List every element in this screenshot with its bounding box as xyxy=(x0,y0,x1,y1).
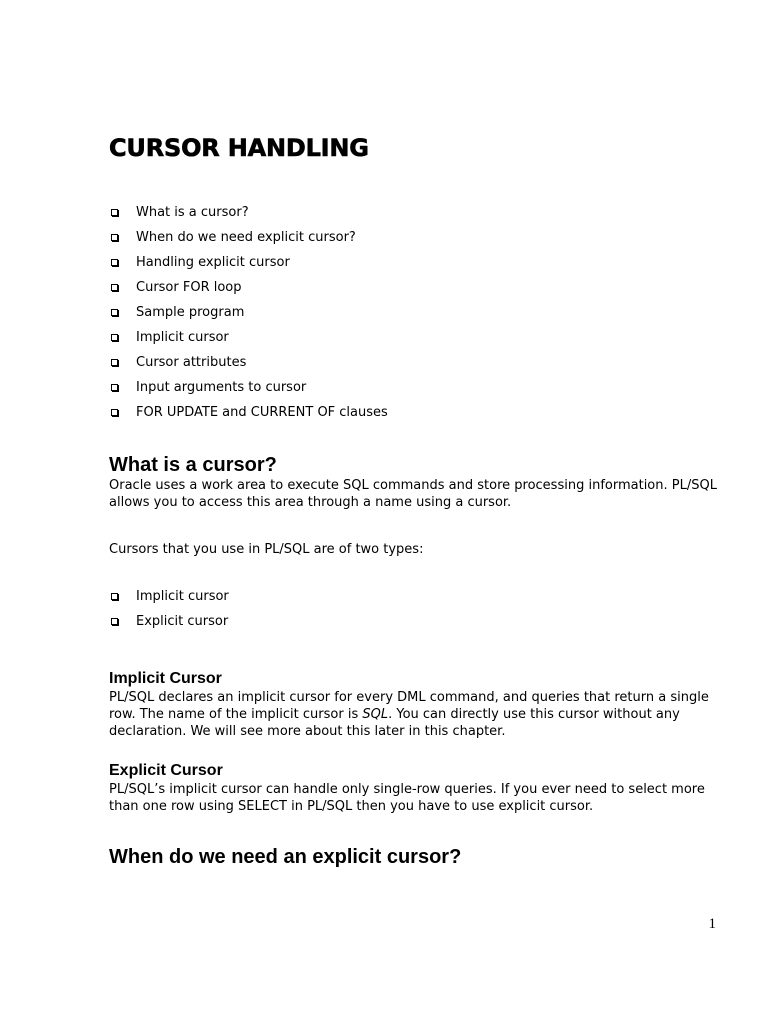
list-item xyxy=(109,375,388,400)
section-heading-when-explicit: When do we need an explicit cursor? xyxy=(109,846,462,868)
list-item xyxy=(109,325,388,350)
list-item-label: Cursor attributes xyxy=(136,355,247,370)
checkbox-bullet-icon xyxy=(111,234,118,241)
checkbox-bullet-icon xyxy=(111,618,118,625)
list-item xyxy=(109,400,388,425)
list-item-label: Sample program xyxy=(136,305,245,320)
implicit-text-before: PL/SQL declares an implicit cursor for every DML command, and queries that return a single row. The name of the implicit cursor is xyxy=(109,690,709,722)
implicit-text-italic: SQL xyxy=(362,707,389,722)
list-item xyxy=(109,225,388,250)
list-item xyxy=(109,275,388,300)
list-item xyxy=(109,584,229,609)
checkbox-bullet-icon xyxy=(111,334,118,341)
page-number: 1 xyxy=(708,916,716,932)
list-item-label: Cursor FOR loop xyxy=(136,280,242,295)
list-item-label: What is a cursor? xyxy=(136,205,249,220)
cursor-types-list xyxy=(109,584,229,634)
checkbox-bullet-icon xyxy=(111,259,118,266)
cursor-types-intro: Cursors that you use in PL/SQL are of two types: xyxy=(109,542,424,557)
list-item xyxy=(109,200,388,225)
topic-list xyxy=(109,200,388,425)
list-item-label: Explicit cursor xyxy=(136,614,229,629)
list-item xyxy=(109,609,229,634)
checkbox-bullet-icon xyxy=(111,309,118,316)
section-paragraph-implicit-cursor xyxy=(109,689,719,740)
list-item xyxy=(109,300,388,325)
checkbox-bullet-icon xyxy=(111,284,118,291)
list-item xyxy=(109,350,388,375)
list-item-label: Implicit cursor xyxy=(136,330,229,345)
list-item-label: When do we need explicit cursor? xyxy=(136,230,356,245)
checkbox-bullet-icon xyxy=(111,593,118,600)
implicit-text-after: . You can directly use this cursor without any declaration. We will see more about this later in this chapter. xyxy=(109,707,680,739)
page-title: CURSOR HANDLING xyxy=(109,134,369,162)
section-paragraph-what-is-cursor: Oracle uses a work area to execute SQL commands and store processing information. PL/SQL allows you to access this area through a name using a cursor. xyxy=(109,478,717,510)
list-item xyxy=(109,250,388,275)
checkbox-bullet-icon xyxy=(111,359,118,366)
list-item-label: Handling explicit cursor xyxy=(136,255,290,270)
section-heading-what-is-cursor: What is a cursor? xyxy=(109,454,277,476)
list-item-label: Implicit cursor xyxy=(136,589,229,604)
section-heading-explicit-cursor: Explicit Cursor xyxy=(109,762,223,779)
checkbox-bullet-icon xyxy=(111,409,118,416)
checkbox-bullet-icon xyxy=(111,384,118,391)
section-heading-implicit-cursor: Implicit Cursor xyxy=(109,670,222,687)
list-item-label: Input arguments to cursor xyxy=(136,380,307,395)
section-paragraph-explicit-cursor: PL/SQL’s implicit cursor can handle only single-row queries. If you ever need to select more than one row using SELECT in PL/SQL then you have to use explicit cursor. xyxy=(109,782,705,814)
list-item-label: FOR UPDATE and CURRENT OF clauses xyxy=(136,405,388,420)
checkbox-bullet-icon xyxy=(111,209,118,216)
